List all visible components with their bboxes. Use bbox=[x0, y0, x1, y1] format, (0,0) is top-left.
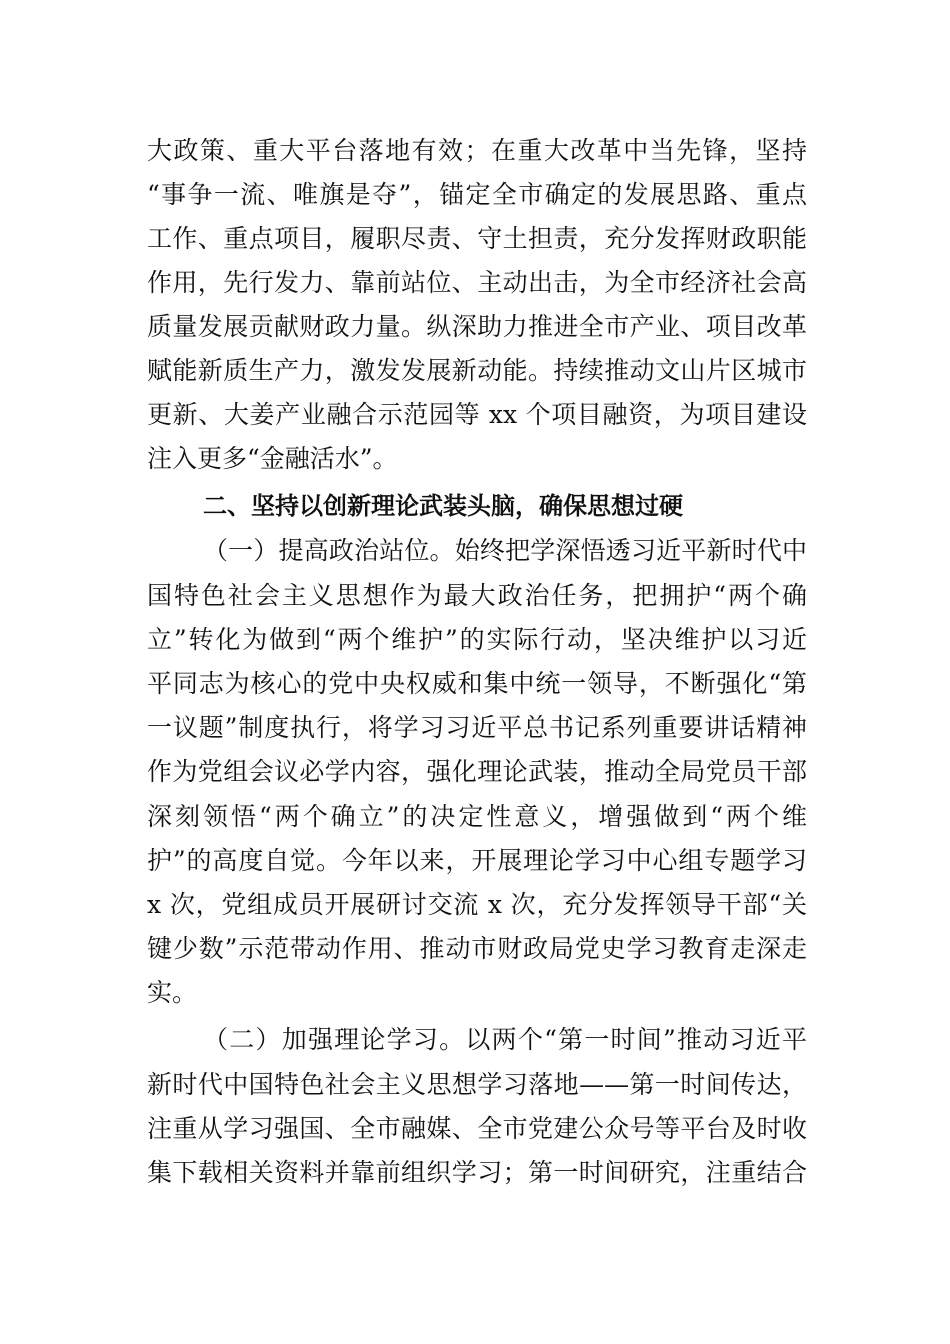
paragraph-1-line: 作用，先行发力、靠前站位、主动出击，为全市经济社会高 bbox=[147, 268, 807, 297]
paragraph-1-line: “事争一流、唯旗是夺”，锚定全市确定的发展思路、重点 bbox=[147, 180, 807, 209]
paragraph-1-line: 注入更多“金融活水”。 bbox=[147, 444, 398, 473]
section-heading: 二、坚持以创新理论武装头脑，确保思想过硬 bbox=[203, 492, 683, 520]
paragraph-1-line: 更新、大姜产业融合示范园等 xx 个项目融资，为项目建设 bbox=[147, 400, 807, 429]
paragraph-1-line: 大政策、重大平台落地有效；在重大改革中当先锋，坚持 bbox=[147, 136, 807, 165]
paragraph-2-line: 深刻领悟“两个确立”的决定性意义，增强做到“两个维 bbox=[147, 802, 807, 831]
paragraph-2-line: 平同志为核心的党中央权威和集中统一领导，不断强化“第 bbox=[147, 669, 807, 698]
paragraph-3-line: 新时代中国特色社会主义思想学习落地——第一时间传达， bbox=[147, 1070, 807, 1099]
paragraph-2-line: x 次，党组成员开展研讨交流 x 次，充分发挥领导干部“关 bbox=[147, 890, 807, 919]
paragraph-3-line: 注重从学习强国、全市融媒、全市党建公众号等平台及时收 bbox=[147, 1114, 807, 1143]
paragraph-2-line: 作为党组会议必学内容，强化理论武装，推动全局党员干部 bbox=[147, 757, 807, 786]
paragraph-2-line: 护”的高度自觉。今年以来，开展理论学习中心组专题学习 bbox=[147, 846, 807, 875]
paragraph-3-line: （二）加强理论学习。以两个“第一时间”推动习近平 bbox=[203, 1025, 807, 1054]
paragraph-3-line: 集下载相关资料并靠前组织学习；第一时间研究，注重结合 bbox=[147, 1158, 807, 1187]
paragraph-2-line: 实。 bbox=[147, 978, 198, 1007]
paragraph-1-line: 赋能新质生产力，激发发展新动能。持续推动文山片区城市 bbox=[147, 356, 807, 385]
paragraph-2-line: 一议题”制度执行，将学习习近平总书记系列重要讲话精神 bbox=[147, 713, 807, 742]
paragraph-1-line: 工作、重点项目，履职尽责、守土担责，充分发挥财政职能 bbox=[147, 224, 807, 253]
paragraph-2-line: 国特色社会主义思想作为最大政治任务，把拥护“两个确 bbox=[147, 581, 807, 610]
paragraph-2-line: （一）提高政治站位。始终把学深悟透习近平新时代中 bbox=[203, 536, 807, 565]
paragraph-1-line: 质量发展贡献财政力量。纵深助力推进全市产业、项目改革 bbox=[147, 312, 807, 341]
paragraph-2-line: 立”转化为做到“两个维护”的实际行动，坚决维护以习近 bbox=[147, 625, 807, 654]
paragraph-2-line: 键少数”示范带动作用、推动市财政局党史学习教育走深走 bbox=[147, 934, 807, 963]
